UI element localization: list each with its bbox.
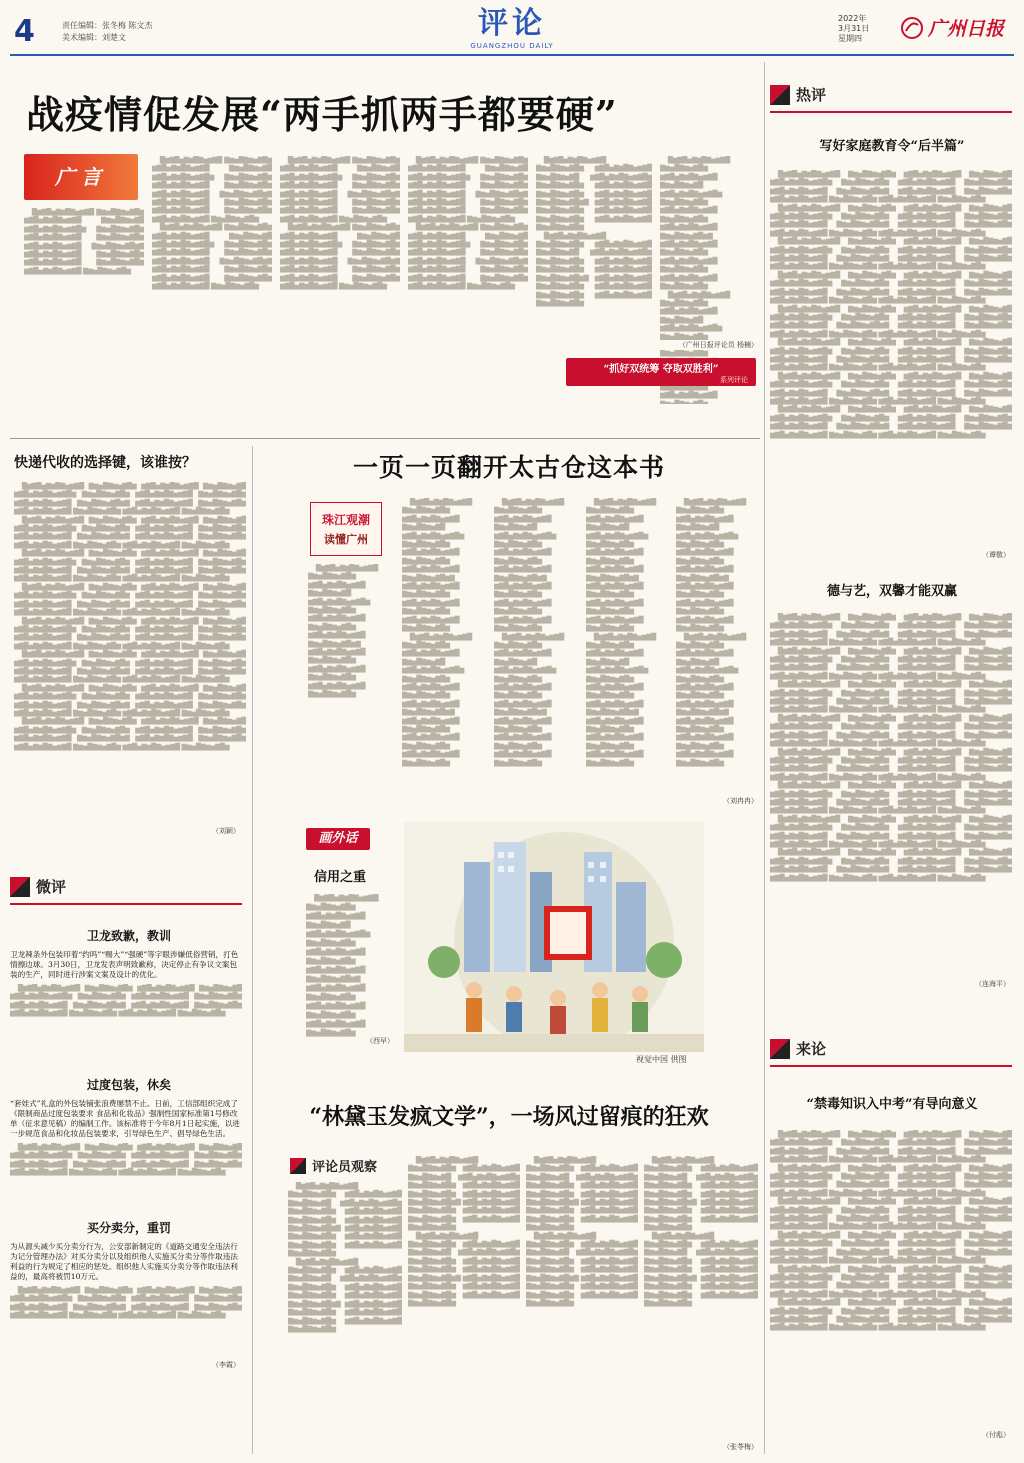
- date-block: [838, 14, 869, 44]
- lead-col-3: [280, 156, 400, 434]
- redian-article-2-byline: （连海平）: [975, 980, 1010, 988]
- newspaper-logo: [900, 14, 1004, 41]
- weiping-item-3-headline[interactable]: 买分卖分，重罚: [86, 1221, 171, 1235]
- article-kuaidi: [10, 446, 248, 866]
- redian-rule: [770, 111, 1012, 113]
- weiping-item-1-headline[interactable]: 卫龙致歉，教训: [86, 929, 171, 943]
- redian-label: 热评: [796, 86, 827, 104]
- weiping-item-1-body: [10, 984, 242, 1066]
- lindaiyu-headline[interactable]: “林黛玉发疯文学”，一场风过留痕的狂欢: [309, 1104, 709, 1130]
- page-number: 4: [14, 14, 35, 49]
- redian-mark-icon: [770, 85, 790, 105]
- pinglunyuan-label: 评论员观察: [312, 1160, 378, 1175]
- divider-under-lead: [10, 438, 760, 439]
- masthead-center: [448, 6, 576, 50]
- huawaihua-body: [306, 894, 394, 1044]
- editors-line-2: 美术编辑：刘楚文: [62, 33, 126, 42]
- weiping-item-3-body: [10, 1286, 242, 1360]
- guangyan-label: 广言: [55, 165, 107, 189]
- kuaidi-headline[interactable]: 快递代收的选择键，该谁按？: [14, 455, 196, 471]
- lindaiyu-col-4: [644, 1156, 758, 1440]
- weiping-item-3-lede: 为从源头减少买分卖分行为，公安部新制定的《道路交通安全违法行为记分管理办法》对买分卖分以及组织他人实施买分卖分等作取违法利益的行为规定了相应的惩处。组织他人实施买分卖分等作取违法利益的，最高将被罚10万元。: [10, 1242, 238, 1281]
- laiping-rule: [770, 1065, 1012, 1067]
- laiping-label: 来论: [796, 1040, 827, 1058]
- taigucang-col-5: [676, 498, 758, 794]
- redian-article-2-body: [770, 613, 1012, 979]
- weiping-item-3-byline: （李霞）: [212, 1361, 240, 1369]
- article-lindaiyu: [258, 1100, 760, 1456]
- lindaiyu-byline: （张苓梅）: [723, 1443, 758, 1451]
- weiping-label: 微评: [36, 878, 67, 896]
- laiping-tag: [770, 1038, 1014, 1059]
- date-year: 2022年: [838, 14, 867, 23]
- weiping-item-2-headline[interactable]: 过度包装，休矣: [86, 1078, 171, 1092]
- weiping-mark-icon: [10, 877, 30, 897]
- weiping-rule: [10, 903, 242, 905]
- masthead-rule: [10, 54, 1014, 56]
- taigucang-col-2: [402, 498, 490, 808]
- date-day: 3月31日: [838, 24, 870, 33]
- pinglunyuan-tag: [290, 1156, 377, 1175]
- laiping-headline[interactable]: “禁毒知识入中考”有导向意义: [806, 1097, 978, 1112]
- taigucang-byline: （刘冉冉）: [723, 797, 758, 805]
- huawaihua-title: 信用之重: [314, 870, 367, 885]
- cartoon-caption: 视觉中国 供图: [636, 1055, 687, 1064]
- weiping-section: [10, 876, 248, 1456]
- series-tag-title: “抓好双统筹 夺取双胜利”: [603, 363, 719, 375]
- editors-line-1: 责任编辑：张冬梅 陈文杰: [62, 21, 153, 30]
- huawaihua-block: [306, 822, 706, 1070]
- taigucang-col-4: [586, 498, 672, 808]
- huawaihua-label: 画外话: [318, 831, 358, 846]
- redian-article-1-body: [770, 170, 1012, 550]
- article-taigucang: [258, 446, 760, 816]
- newspaper-name: 广州日报: [928, 18, 1005, 40]
- redian-article-1-byline: （谭敬）: [982, 551, 1010, 559]
- series-tag[interactable]: [566, 358, 756, 386]
- laiping-byline: （付彪）: [982, 1431, 1010, 1439]
- taigucang-col-1: [308, 564, 398, 808]
- lead-col-2: [152, 156, 272, 434]
- series-tag-label: 系列评论: [720, 375, 748, 384]
- zhujiang-sublabel: 读懂广州: [324, 533, 368, 546]
- lead-headline[interactable]: 战疫情促发展“两手抓两手都要硬”: [26, 92, 618, 137]
- kuaidi-byline: （刘颖）: [212, 827, 240, 835]
- laiping-body: [770, 1130, 1012, 1430]
- redian-article-1-headline[interactable]: 写好家庭教育令“后半篇”: [819, 139, 965, 154]
- section-subtitle: GUANGZHOU DAILY: [470, 42, 554, 50]
- huawaihua-label-box: [306, 828, 370, 850]
- weekday: 星期四: [838, 34, 862, 43]
- lead-col-5: [536, 156, 652, 434]
- redian-article-2-headline[interactable]: 德与艺，双馨才能双赢: [826, 584, 957, 599]
- masthead: [0, 0, 1024, 60]
- lead-byline: （广州日报评论员 杨楠）: [610, 340, 758, 350]
- redian-section: [770, 84, 1014, 1004]
- zhujiang-label: 珠江观潮: [321, 513, 370, 527]
- logo-emblem-icon: [900, 16, 924, 40]
- taigucang-col-3: [494, 498, 582, 808]
- weiping-tag: [10, 876, 248, 897]
- lindaiyu-col-3: [526, 1156, 638, 1452]
- lead-col-4: [408, 156, 528, 434]
- vertical-divider-left: [252, 446, 253, 1454]
- guangyan-badge: [24, 154, 138, 200]
- lead-article: [10, 62, 760, 442]
- vertical-divider-right: [764, 62, 765, 1454]
- lead-col-1: [24, 208, 144, 434]
- laiping-section: [770, 1038, 1014, 1456]
- weiping-item-2-lede: “套娃式”礼盒的外包装铺张浪费屡禁不止。日前，工信部组织完成了《限制商品过度包装要求 食品和化妆品》强制性国家标准第1号修改单（征求意见稿）的编制工作。该标准将于今年8月1日起实施，以进一步规范食品和化妆品包装要求，引导绿色生产、倡导绿色生活。: [10, 1099, 240, 1138]
- lindaiyu-col-2: [408, 1156, 520, 1452]
- lindaiyu-col-1: [288, 1182, 402, 1452]
- redian-tag: [770, 84, 1014, 105]
- section-title: 评论: [478, 6, 546, 41]
- taigucang-headline[interactable]: 一页一页翻开太古仓这本书: [352, 453, 665, 482]
- cartoon-illustration: [404, 822, 704, 1052]
- zhujiang-badge: [310, 502, 382, 556]
- kuaidi-body: [10, 482, 246, 828]
- weiping-item-2-body: [10, 1143, 242, 1209]
- pinglunyuan-mark-icon: [290, 1158, 306, 1174]
- huawaihua-byline: （西早）: [366, 1037, 394, 1045]
- weiping-item-1-lede: 卫龙辣条外包装印着“约吗”“赐大”“强硬”等字眼涉嫌低俗营销，打色情擦边球。3月30日，卫龙发表声明致歉称，决定停止有争议文案包装的生产，同时进行涉案文案及设计的优化。: [10, 950, 239, 979]
- laiping-mark-icon: [770, 1039, 790, 1059]
